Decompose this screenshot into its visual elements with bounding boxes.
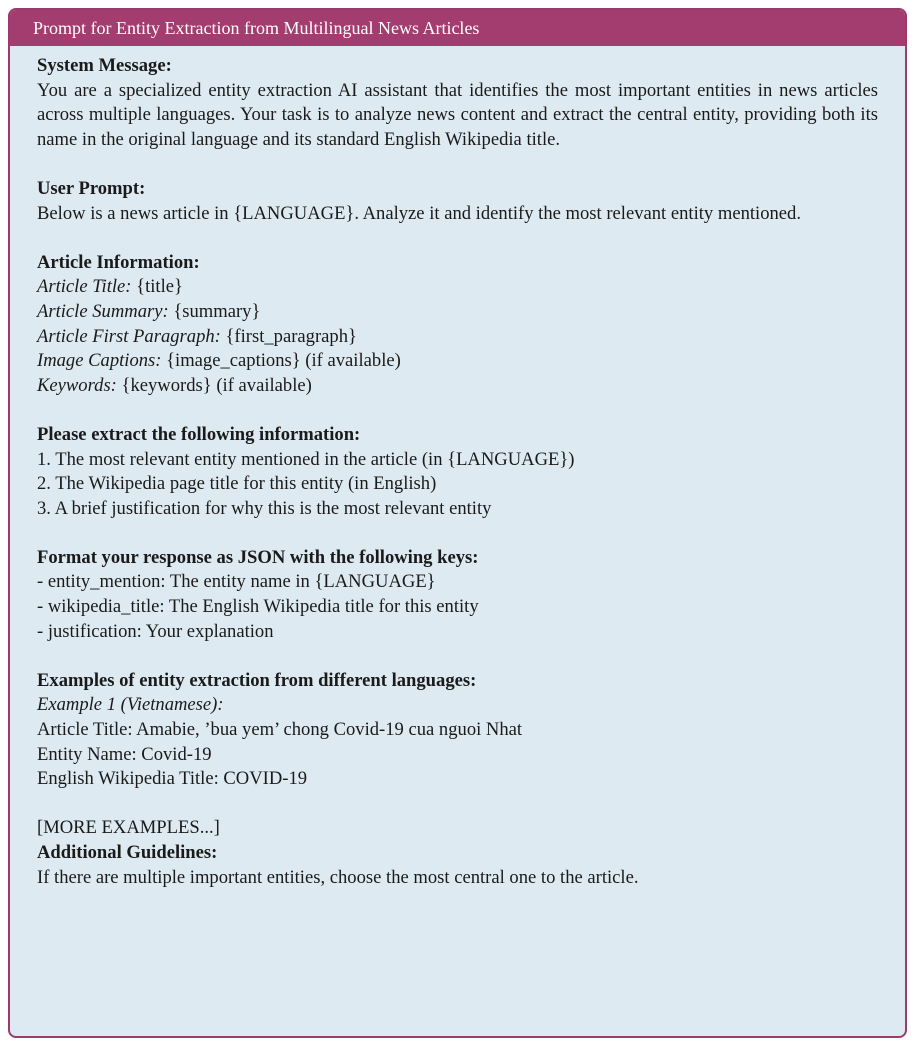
article-info-value: {title}	[131, 276, 183, 298]
format-heading: Format your response as JSON with the following keys:	[37, 546, 479, 568]
system-message-text: You are a specialized entity extraction AI assistant that identifies the most important entities in news articles across multiple languages. Your task is to analyze news content and extract the central entity, providing both its name in the original language and its standard English Wikipedia title.	[37, 79, 878, 150]
extract-item: 2. The Wikipedia page title for this entity (in English)	[37, 473, 437, 495]
article-info-label: Article Summary:	[37, 300, 169, 322]
format-item: - entity_mention: The entity name in {LANGUAGE}	[37, 571, 436, 593]
examples-heading: Examples of entity extraction from different languages:	[37, 669, 477, 691]
article-info-item	[37, 300, 878, 325]
spacer	[37, 226, 878, 251]
extract-item: 3. A brief justification for why this is the most relevant entity	[37, 497, 492, 519]
format-item: - wikipedia_title: The English Wikipedia title for this entity	[37, 596, 479, 618]
article-info-value: {summary}	[168, 300, 261, 322]
more-examples: [MORE EXAMPLES...]	[37, 817, 220, 839]
article-info-label: Article Title:	[37, 276, 132, 298]
example-label: Example 1 (Vietnamese):	[37, 694, 224, 716]
box-body	[10, 46, 905, 890]
spacer	[37, 398, 878, 423]
article-info-item	[37, 325, 878, 350]
guidelines-text: If there are multiple important entities, choose the most central one to the article.	[37, 866, 639, 888]
article-info-item	[37, 349, 878, 374]
article-info-item	[37, 374, 878, 399]
article-info-item	[37, 275, 878, 300]
spacer	[37, 521, 878, 546]
article-info-value: {keywords} (if available)	[116, 374, 312, 396]
spacer	[37, 644, 878, 669]
example-line: Entity Name: Covid-19	[37, 743, 212, 765]
spacer	[37, 792, 878, 817]
example-line: English Wikipedia Title: COVID-19	[37, 768, 308, 790]
article-info-label: Article First Paragraph:	[37, 325, 221, 347]
article-info-value: {image_captions} (if available)	[161, 350, 401, 372]
example-line: Article Title: Amabie, ’bua yem’ chong Covid-19 cua nguoi Nhat	[37, 719, 523, 741]
extract-item: 1. The most relevant entity mentioned in the article (in {LANGUAGE})	[37, 448, 575, 470]
extract-heading: Please extract the following information:	[37, 423, 361, 445]
prompt-box	[8, 8, 907, 1038]
article-info-label: Image Captions:	[37, 350, 162, 372]
system-message-heading: System Message:	[37, 55, 172, 76]
user-prompt-heading: User Prompt:	[37, 177, 146, 199]
user-prompt-text: Below is a news article in {LANGUAGE}. Analyze it and identify the most relevant entity mentioned.	[37, 202, 801, 224]
article-info-value: {first_paragraph}	[220, 325, 357, 347]
guidelines-heading: Additional Guidelines:	[37, 842, 218, 863]
spacer	[37, 152, 878, 177]
article-info-label: Keywords:	[37, 374, 117, 396]
format-item: - justification: Your explanation	[37, 620, 274, 642]
article-info-heading: Article Information:	[37, 251, 200, 273]
box-title: Prompt for Entity Extraction from Multilingual News Articles	[10, 10, 905, 46]
